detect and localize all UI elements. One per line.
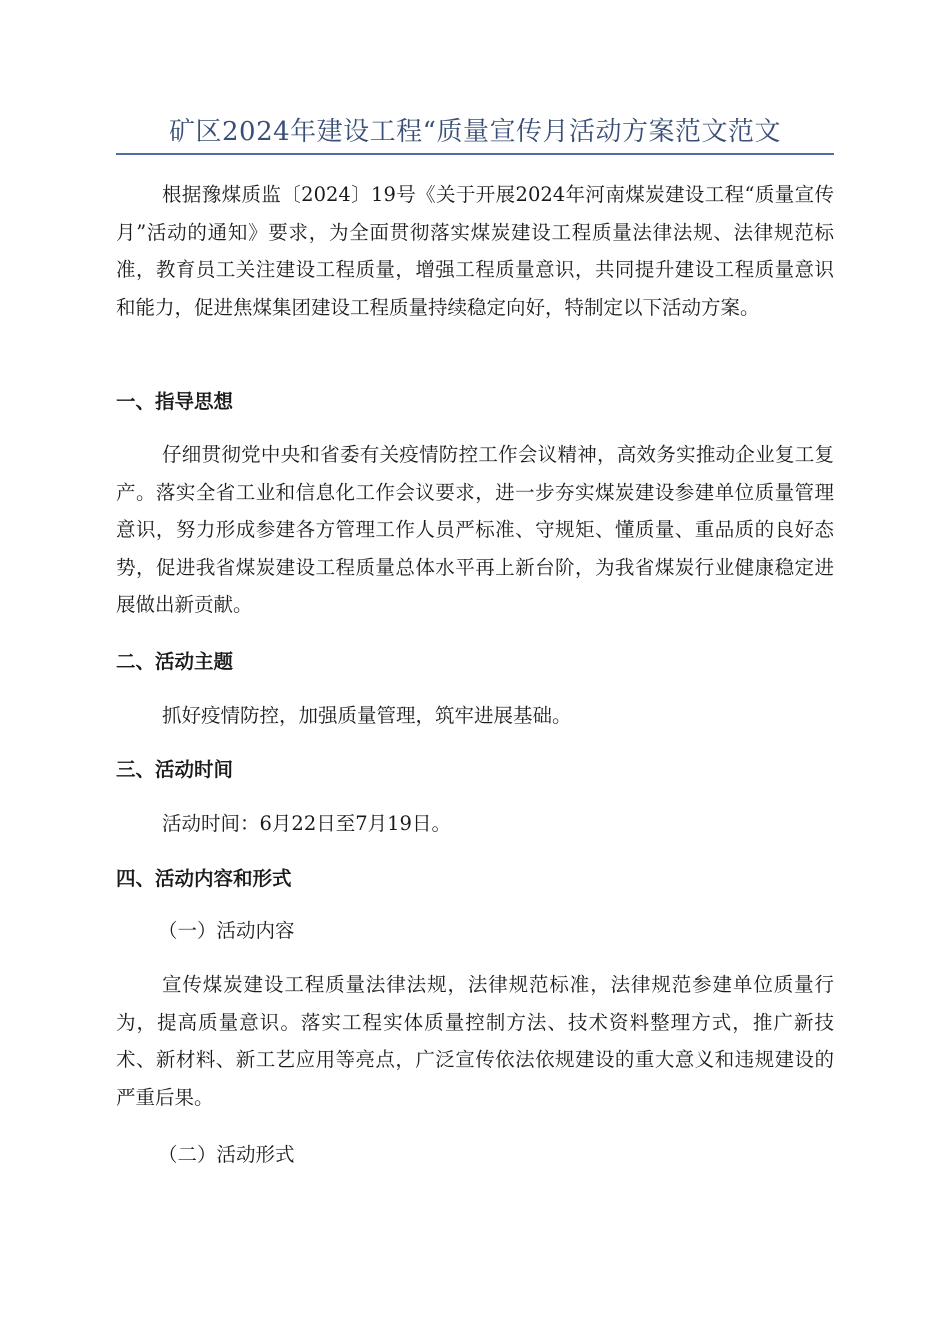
subheading-activity-content: （一）活动内容 [158,919,295,942]
section-body-guiding-ideology: 仔细贯彻党中央和省委有关疫情防控工作会议精神，高效务实推动企业复工复产。落实全省工业和信息化工作会议要求，进一步夯实煤炭建设参建单位质量管理意识，努力形成参建各方管理工作人员严标准、守规矩、懂质量、重品质的良好态势，促进我省煤炭建设工程质量总体水平再上新台阶，为我省煤炭行业健康稳定进展做出新贡献。 [116,443,834,616]
section-heading-guiding-ideology: 一、指导思想 [116,390,234,413]
intro-paragraph: 根据豫煤质监〔2024〕19号《关于开展2024年河南煤炭建设工程“质量宣传月”活动的通知》要求，为全面贯彻落实煤炭建设工程质量法律法规、法律规范标准，教育员工关注建设工程质量，增强工程质量意识，共同提升建设工程质量意识和能力，促进焦煤集团建设工程质量持续稳定向好，特制定以下活动方案。 [116,183,834,319]
section-body-activity-time: 活动时间：6月22日至7月19日。 [162,812,451,835]
section-heading-activity-theme: 二、活动主题 [116,650,234,673]
document-title: 矿区2024年建设工程“质量宣传月活动方案范文范文 [169,117,781,147]
title-underline [116,153,834,155]
section-heading-content-and-form: 四、活动内容和形式 [116,867,292,890]
section-heading-activity-time: 三、活动时间 [116,758,234,781]
subheading-activity-form: （二）活动形式 [158,1143,295,1166]
section-body-activity-content: 宣传煤炭建设工程质量法律法规，法律规范标准，法律规范参建单位质量行为，提高质量意识。落实工程实体质量控制方法、技术资料整理方式，推广新技术、新材料、新工艺应用等亮点，广泛宣传依法依规建设的重大意义和违规建设的严重后果。 [116,973,834,1109]
section-body-activity-theme: 抓好疫情防控，加强质量管理，筑牢进展基础。 [162,704,572,727]
